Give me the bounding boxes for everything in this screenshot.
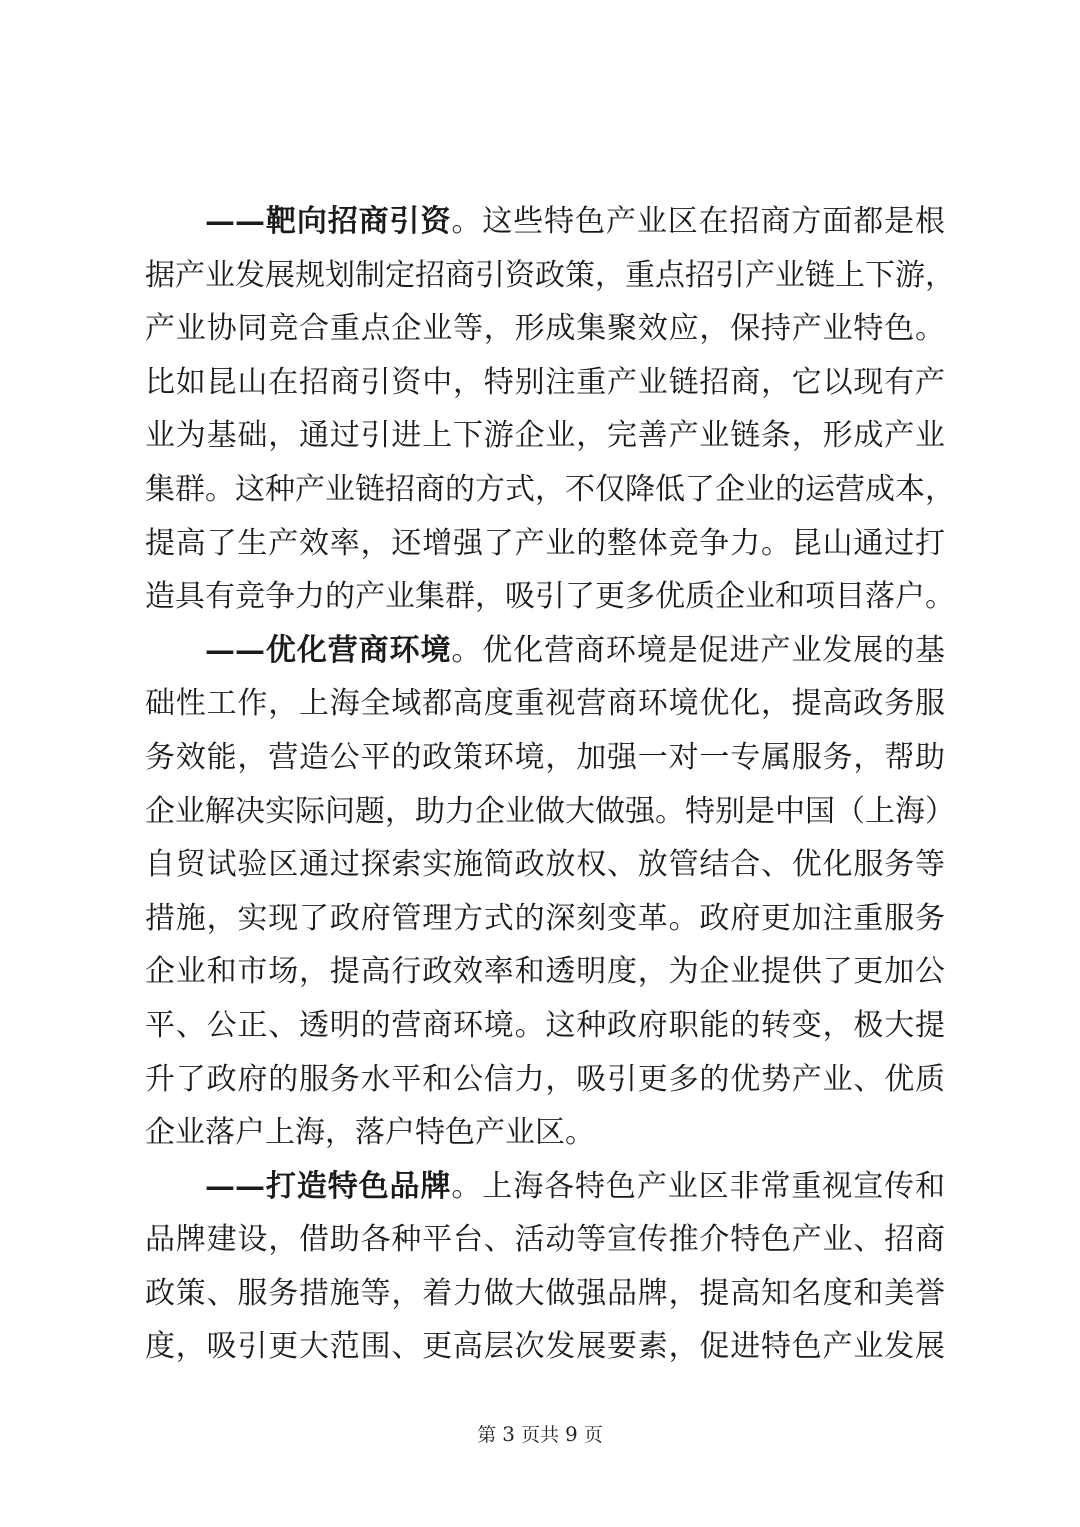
paragraph-line: 比如昆山在招商引资中，特别注重产业链招商，它以现有产 (145, 364, 945, 400)
paragraph-line (145, 195, 945, 249)
footer-total-pages: 9 (565, 1422, 578, 1446)
page-footer (0, 1420, 1080, 1447)
paragraph-text: 。上海各特色产业区非常重视宣传和 (451, 1168, 946, 1204)
paragraph-line (145, 624, 945, 678)
paragraph-line: 提高了生产效率，还增强了产业的整体竞争力。昆山通过打 (145, 525, 945, 561)
paragraph-text: 。优化营商环境是促进产业发展的基 (451, 632, 946, 668)
paragraph-line: 平、公正、透明的营商环境。这种政府职能的转变，极大提 (145, 1007, 945, 1043)
paragraph-line: 据产业发展规划制定招商引资政策，重点招引产业链上下游， (145, 257, 955, 293)
document-body (145, 195, 955, 1374)
paragraph-line: 企业解决实际问题，助力企业做大做强。特别是中国（上海） (145, 793, 955, 829)
paragraph-line: 业为基础，通过引进上下游企业，完善产业链条，形成产业 (145, 418, 945, 454)
paragraph-line: 造具有竞争力的产业集群，吸引了更多优质企业和项目落户。 (145, 579, 955, 615)
paragraph-3 (145, 1160, 945, 1374)
paragraph-2 (145, 624, 955, 1160)
footer-middle: 页共 (520, 1424, 559, 1446)
paragraph-line: 企业和市场，提高行政效率和透明度，为企业提供了更加公 (145, 954, 945, 990)
paragraph-line: 品牌建设，借助各种平台、活动等宣传推介特色产业、招商 (145, 1222, 945, 1258)
paragraph-line: 集群。这种产业链招商的方式，不仅降低了企业的运营成本， (145, 471, 955, 507)
footer-prefix: 第 (477, 1424, 497, 1446)
paragraph-line: 措施，实现了政府管理方式的深刻变革。政府更加注重服务 (145, 900, 945, 936)
paragraph-1 (145, 195, 955, 624)
footer-suffix: 页 (583, 1424, 603, 1446)
paragraph-line: 企业落户上海，落户特色产业区。 (145, 1115, 595, 1151)
paragraph-heading: ——靶向招商引资 (205, 204, 452, 239)
paragraph-line: 务效能，营造公平的政策环境，加强一对一专属服务，帮助 (145, 739, 945, 775)
paragraph-line: 产业协同竞合重点企业等，形成集聚效应，保持产业特色。 (145, 311, 945, 347)
paragraph-heading: ——优化营商环境 (205, 632, 452, 668)
paragraph-heading: ——打造特色品牌 (205, 1168, 452, 1204)
paragraph-line: 升了政府的服务水平和公信力，吸引更多的优势产业、优质 (145, 1061, 945, 1097)
footer-page-number: 3 (502, 1422, 515, 1446)
paragraph-line: 政策、服务措施等，着力做大做强品牌，提高知名度和美誉 (145, 1275, 945, 1311)
paragraph-line: 础性工作，上海全域都高度重视营商环境优化，提高政务服 (145, 686, 945, 722)
paragraph-line (145, 1160, 945, 1214)
paragraph-text: 。这些特色产业区在招商方面都是根 (451, 204, 946, 239)
paragraph-line: 自贸试验区通过探索实施简政放权、放管结合、优化服务等 (145, 847, 945, 883)
paragraph-line: 度，吸引更大范围、更高层次发展要素，促进特色产业发展 (145, 1329, 945, 1365)
